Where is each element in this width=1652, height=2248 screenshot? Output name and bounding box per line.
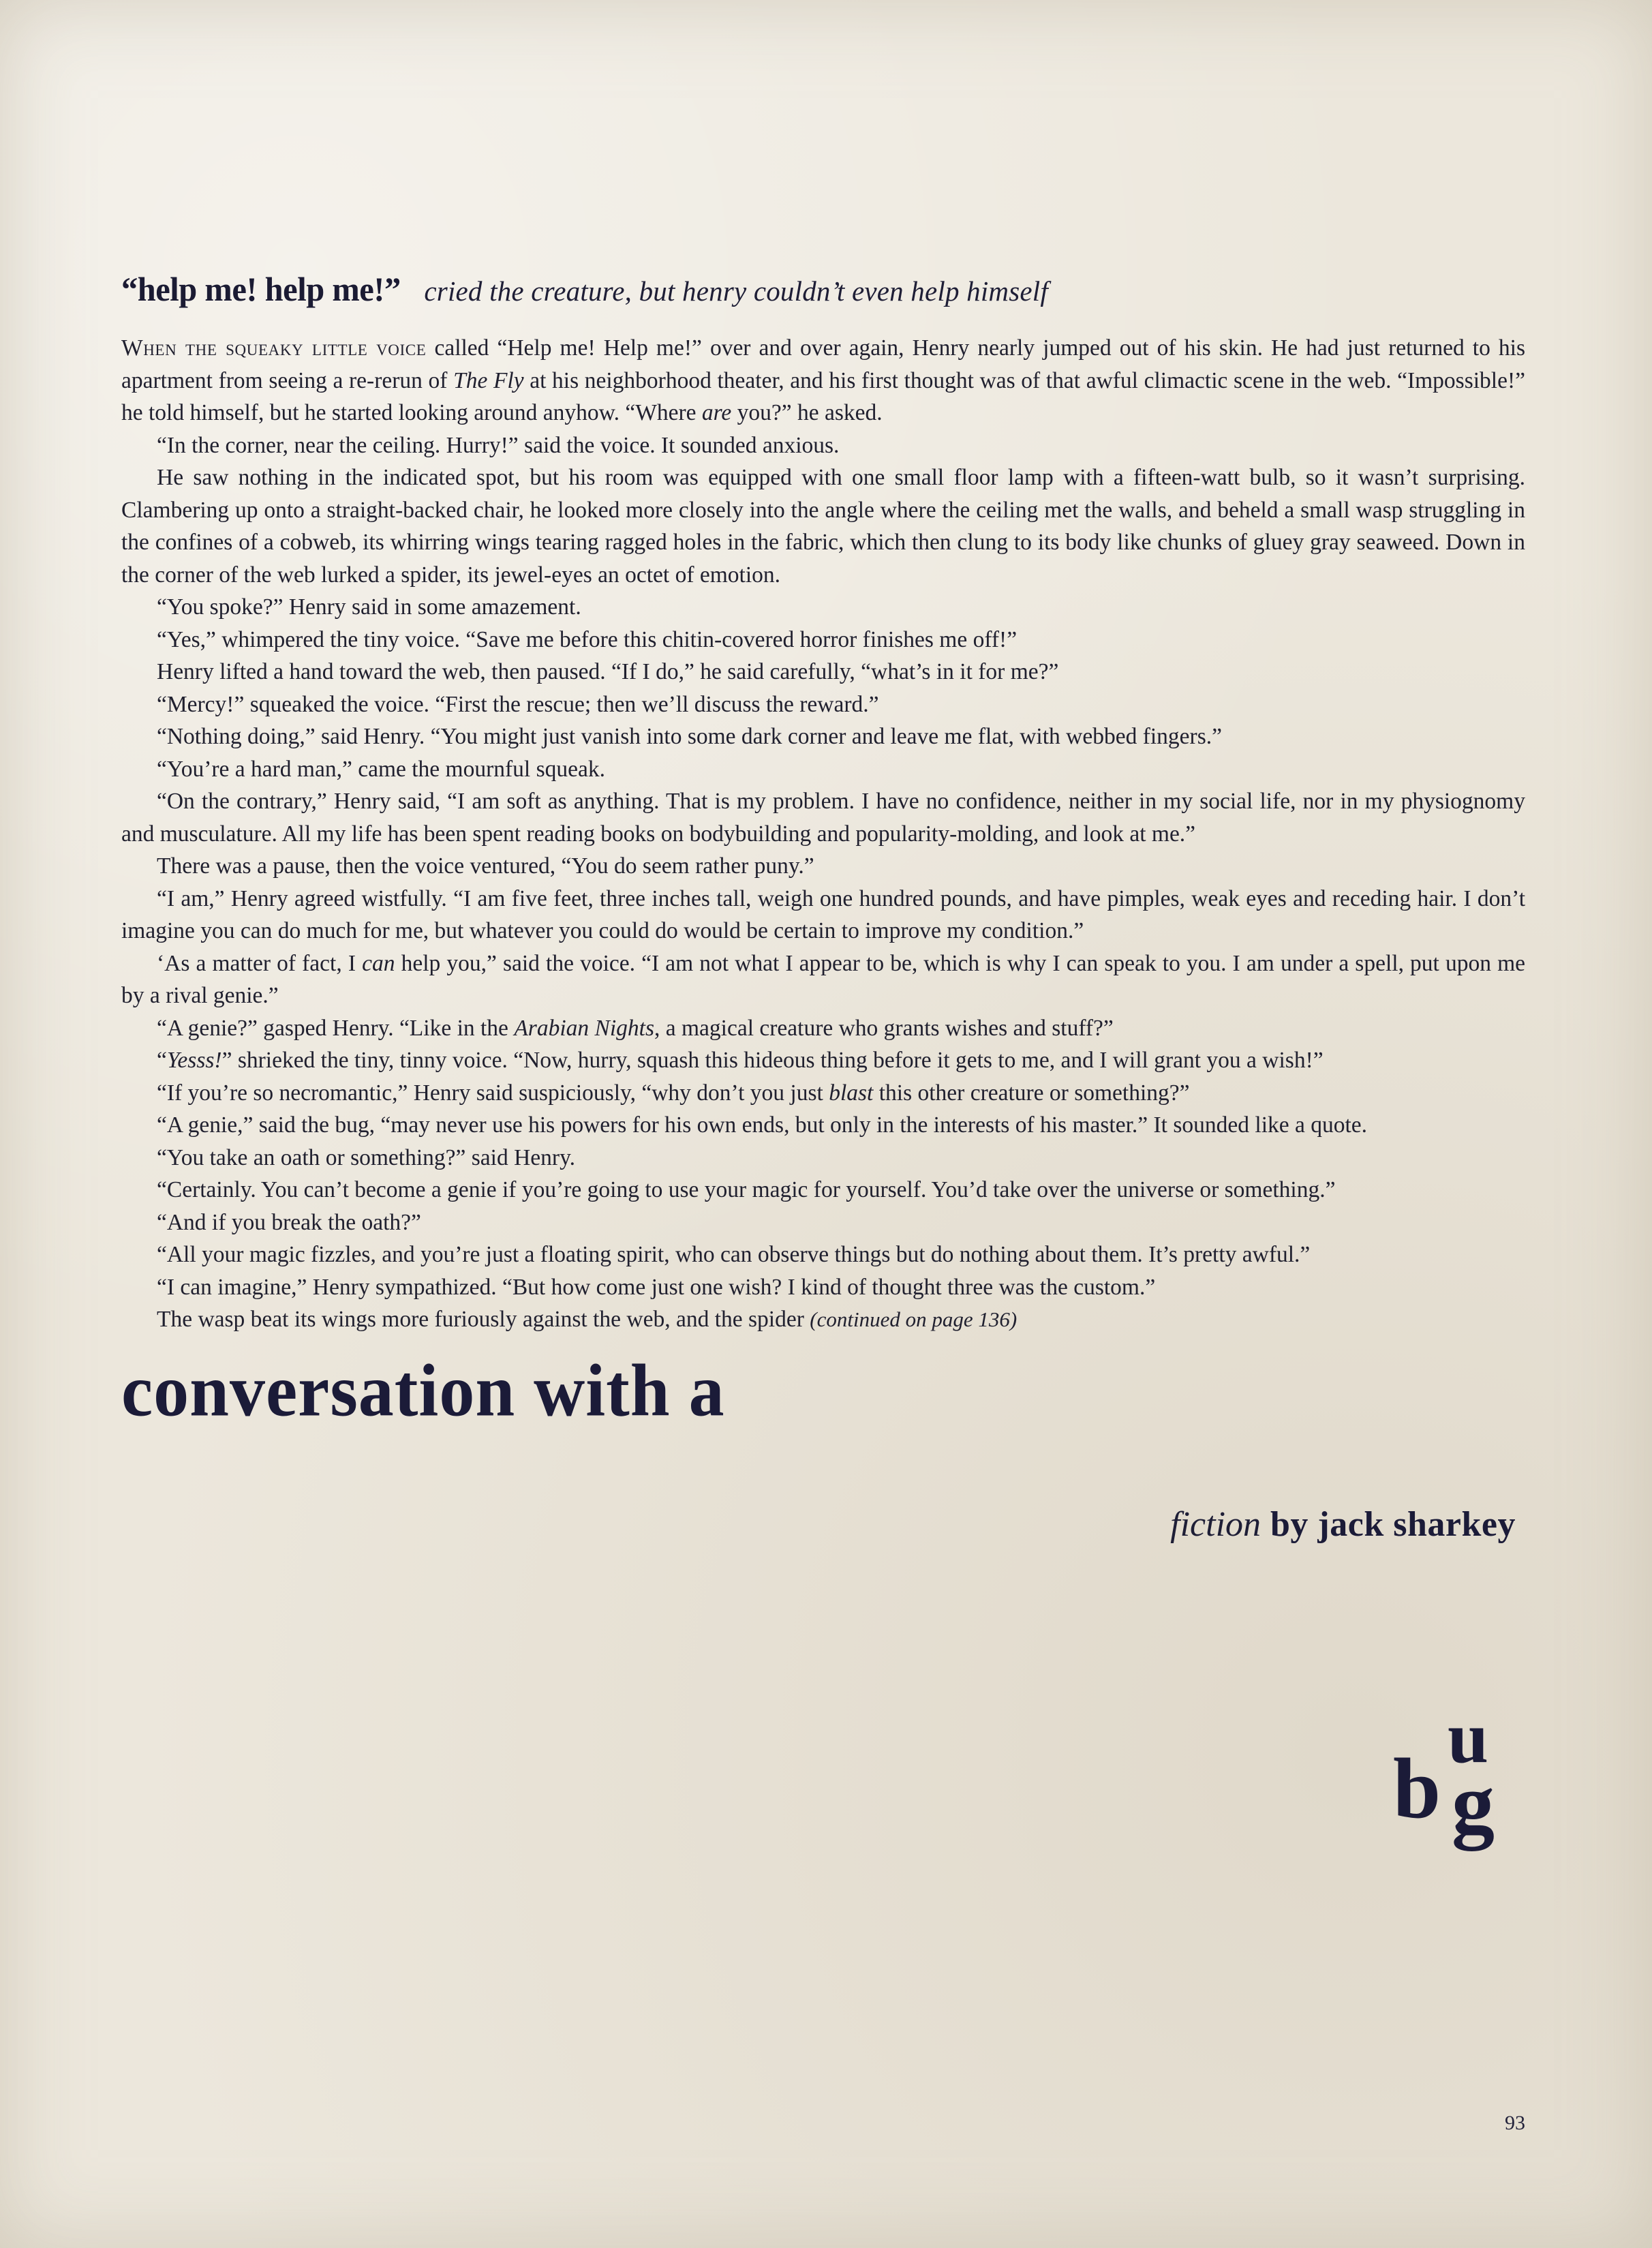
paragraph-23 xyxy=(121,1303,1525,1336)
paragraph-8: “Nothing doing,” said Henry. “You might just vanish into some dark corner and leave me flat, with webbed fingers.” xyxy=(157,724,1222,749)
byline-author: by jack sharkey xyxy=(1270,1504,1516,1544)
page-content xyxy=(121,269,1526,1851)
paragraph-17: “A genie,” said the bug, “may never use his powers for his own ends, but only in the interests of his master.” It sounded like a quote. xyxy=(157,1112,1368,1138)
paragraph-15: “Yesss!” shrieked the tiny, tinny voice. “Now, hurry, squash this hideous thing before it gets to me, and I will grant you a wish!” xyxy=(157,1048,1324,1073)
paragraph-5: “Yes,” whimpered the tiny voice. “Save me before this chitin-covered horror finishes me off!” xyxy=(157,626,1018,652)
paragraph-16: “If you’re so necromantic,” Henry said suspiciously, “why don’t you just blast this other creature or something?” xyxy=(157,1080,1190,1106)
paragraph-11: There was a pause, then the voice ventured, “You do seem rather puny.” xyxy=(157,853,814,879)
paragraph-18: “You take an oath or something?” said Henry. xyxy=(157,1144,576,1170)
deck-line xyxy=(121,269,1525,309)
story-body xyxy=(121,332,1525,1336)
paragraph-7: “Mercy!” squeaked the voice. “First the rescue; then we’ll discuss the reward.” xyxy=(157,691,879,717)
bug-wordmark xyxy=(1389,1697,1532,1851)
paragraph-9: “You’re a hard man,” came the mournful squeak. xyxy=(157,756,605,782)
paragraph-13: ‘As a matter of fact, I can help you,” said the voice. “I am not what I appear to be, which is why I can speak to you. I am under a spell, put upon me by a rival genie.” xyxy=(121,950,1526,1008)
bug-letter-g: g xyxy=(1452,1757,1495,1851)
paragraph-10: “On the contrary,” Henry said, “I am soft as anything. That is my problem. I have no confidence, neither in my social life, nor in my physiognomy and musculature. All my life has been spent reading books on bodybuilding and popularity-molding, and look at me.” xyxy=(121,789,1525,847)
paragraph-4: “You spoke?” Henry said in some amazement. xyxy=(157,594,581,620)
story-title: conversation with a xyxy=(121,1349,725,1432)
deck-quote: “help me! help me!” xyxy=(121,270,401,308)
paragraph-3: He saw nothing in the indicated spot, but his room was equipped with one small floor lamp with a fifteen-watt bulb, so it wasn’t surprising. Clambering up onto a straight-backed chair, he looked more closely into the angle where the ceiling met the walls, and beheld a small wasp struggling in the confines of a cobweb, its whirring wings tearing ragged holes in the fabric, which then clung to its body like chunks of gluey gray seaweed. Down in the corner of the web lurked a spider, its jewel-eyes an octet of emotion. xyxy=(121,465,1525,588)
paragraph-20: “And if you break the oath?” xyxy=(157,1209,421,1235)
paragraph-14: “A genie?” gasped Henry. “Like in the Arabian Nights, a magical creature who grants wishes and stuff?” xyxy=(157,1015,1114,1041)
byline-fiction-label: fiction xyxy=(1170,1504,1261,1544)
deck-tail: cried the creature, but henry couldn’t even help himself xyxy=(424,275,1048,307)
paragraph-21: “All your magic fizzles, and you’re just a floating spirit, who can observe things but do nothing about them. It’s pretty awful.” xyxy=(157,1242,1311,1267)
paragraph-19: “Certainly. You can’t become a genie if you’re going to use your magic for yourself. You’d take over the universe or something.” xyxy=(157,1177,1336,1202)
continued-note: (continued on page 136) xyxy=(810,1307,1018,1331)
paragraph-23-text: The wasp beat its wings more furiously against the web, and the spider xyxy=(157,1307,804,1332)
byline xyxy=(121,1504,1525,1545)
paragraph-2: “In the corner, near the ceiling. Hurry!” said the voice. It sounded anxious. xyxy=(157,432,840,458)
paragraph-22: “I can imagine,” Henry sympathized. “But how come just one wish? I kind of thought three was the custom.” xyxy=(157,1274,1156,1300)
bug-letter-u: u xyxy=(1448,1697,1489,1778)
paragraph-1: When the squeaky little voice called “Help me! Help me!” over and over again, Henry nearly jumped out of his skin. He had just returned to his apartment from seeing a re-rerun of The Fly at his neighborhood theater, and his first thought was of that awful climactic scene in the web. “Impossible!” he told himself, but he started looking around anyhow. “Where are you?” he asked. xyxy=(121,335,1526,425)
paragraph-12: “I am,” Henry agreed wistfully. “I am five feet, three inches tall, weigh one hundred pounds, and have pimples, weak eyes and receding hair. I don’t imagine you can do much for me, but whatever you could do would be certain to improve my condition.” xyxy=(121,885,1525,943)
bug-letter-b: b xyxy=(1393,1742,1441,1836)
paragraph-6: Henry lifted a hand toward the web, then paused. “If I do,” he said carefully, “what’s in it for me?” xyxy=(157,659,1059,684)
page-number: 93 xyxy=(1505,2112,1525,2134)
